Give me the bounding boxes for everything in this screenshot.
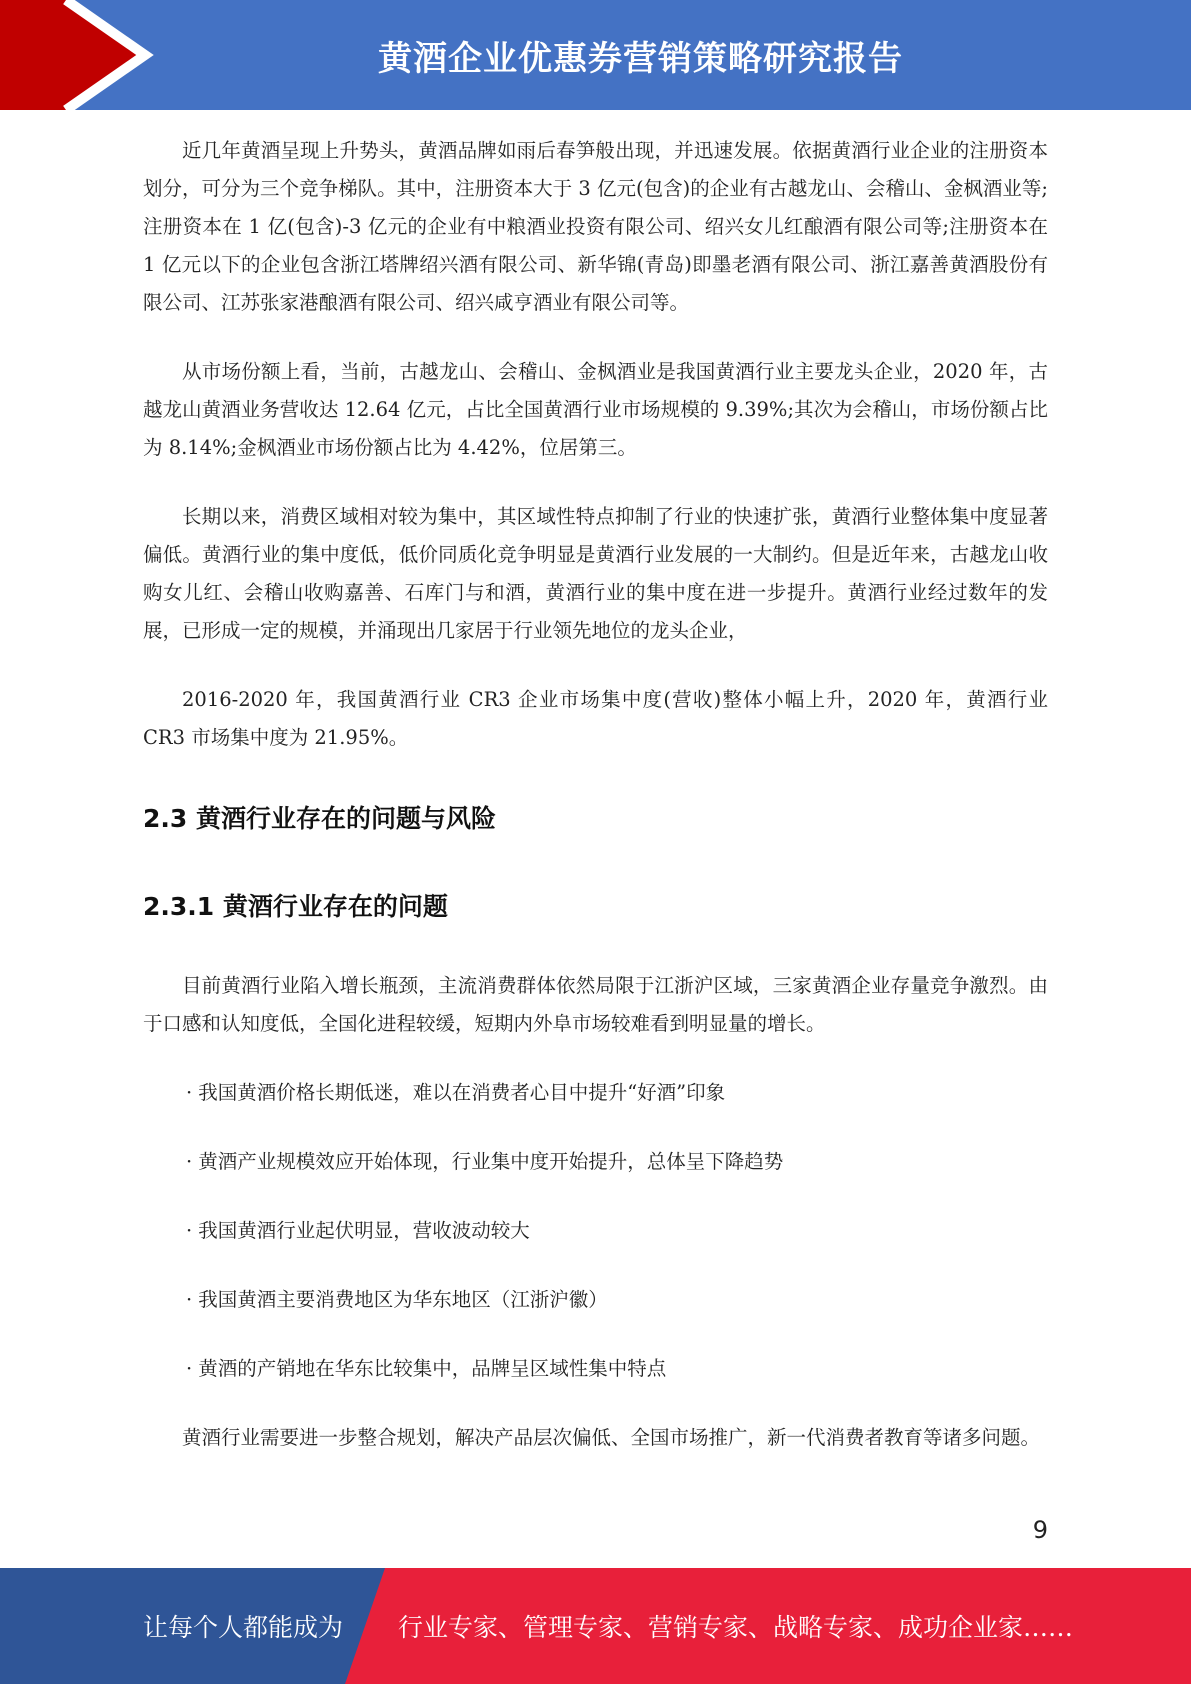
list-item-text: 我国黄酒价格长期低迷，难以在消费者心目中提升“好酒”印象: [198, 1081, 726, 1104]
report-title: 黄酒企业优惠券营销策略研究报告: [378, 38, 903, 79]
paragraph-conclusion: 黄酒行业需要进一步整合规划，解决产品层次偏低、全国市场推广，新一代消费者教育等诸多问题。: [182, 1426, 1041, 1449]
list-item: [186, 1350, 1048, 1388]
page-header: [0, 0, 1191, 110]
footer-slogan-left: 让每个人都能成为: [143, 1613, 344, 1642]
list-item: [186, 1074, 1048, 1112]
footer-slogan-right: 行业专家、管理专家、营销专家、战略专家、成功企业家……: [398, 1613, 1074, 1642]
list-item-text: 我国黄酒行业起伏明显，营收波动较大: [198, 1219, 530, 1242]
page-body: [143, 132, 1048, 1488]
list-item-text: 黄酒产业规模效应开始体现，行业集中度开始提升，总体呈下降趋势: [198, 1150, 784, 1173]
section-heading: 2.3 黄酒行业存在的问题与风险: [143, 804, 496, 833]
page-footer: [0, 1568, 1191, 1684]
bullet-icon: ·: [186, 1357, 193, 1380]
subsection-heading: 2.3.1 黄酒行业存在的问题: [143, 892, 448, 921]
bullet-icon: ·: [186, 1288, 193, 1311]
paragraph-market-share: 从市场份额上看，当前，古越龙山、会稽山、金枫酒业是我国黄酒行业主要龙头企业，2020 年，古越龙山黄酒业务营收达 12.64 亿元，占比全国黄酒行业市场规模的 9.39%;其次为会稽山，市场份额占比为 8.14%;金枫酒业市场份额占比为 4.42%，位居第三。: [143, 360, 1048, 459]
paragraph-cr3: 2016-2020 年，我国黄酒行业 CR3 企业市场集中度(营收)整体小幅上升，2020 年，黄酒行业 CR3 市场集中度为 21.95%。: [143, 688, 1048, 749]
paragraph-problems-intro: 目前黄酒行业陷入增长瓶颈，主流消费群体依然局限于江浙沪区域，三家黄酒企业存量竞争激烈。由于口感和认知度低，全国化进程较缓，短期内外阜市场较难看到明显量的增长。: [143, 974, 1048, 1035]
bullet-icon: ·: [186, 1219, 193, 1242]
list-item-text: 黄酒的产销地在华东比较集中，品牌呈区域性集中特点: [198, 1357, 667, 1380]
list-item-text: 我国黄酒主要消费地区为华东地区（江浙沪徽）: [198, 1288, 608, 1311]
bullet-icon: ·: [186, 1081, 193, 1104]
list-item: [186, 1281, 1048, 1319]
paragraph-concentration: 长期以来，消费区域相对较为集中，其区域性特点抑制了行业的快速扩张，黄酒行业整体集中度显著偏低。黄酒行业的集中度低，低价同质化竞争明显是黄酒行业发展的一大制约。但是近年来，古越龙山收购女儿红、会稽山收购嘉善、石库门与和酒，黄酒行业的集中度在进一步提升。黄酒行业经过数年的发展，已形成一定的规模，并涌现出几家居于行业领先地位的龙头企业，: [143, 505, 1048, 642]
list-item: [186, 1143, 1048, 1181]
problem-list: [186, 1074, 1048, 1388]
bullet-icon: ·: [186, 1150, 193, 1173]
paragraph-competition-tiers: 近几年黄酒呈现上升势头，黄酒品牌如雨后春笋般出现，并迅速发展。依据黄酒行业企业的注册资本划分，可分为三个竞争梯队。其中，注册资本大于 3 亿元(包含)的企业有古越龙山、会稽山、金枫酒业等;注册资本在 1 亿(包含)-3 亿元的企业有中粮酒业投资有限公司、绍兴女儿红酿酒有限公司等;注册资本在 1 亿元以下的企业包含浙江塔牌绍兴酒有限公司、新华锦(青岛)即墨老酒有限公司、浙江嘉善黄酒股份有限公司、江苏张家港酿酒有限公司、绍兴咸亨酒业有限公司等。: [143, 139, 1048, 314]
page-number: 9: [1032, 1516, 1048, 1544]
list-item: [186, 1212, 1048, 1250]
